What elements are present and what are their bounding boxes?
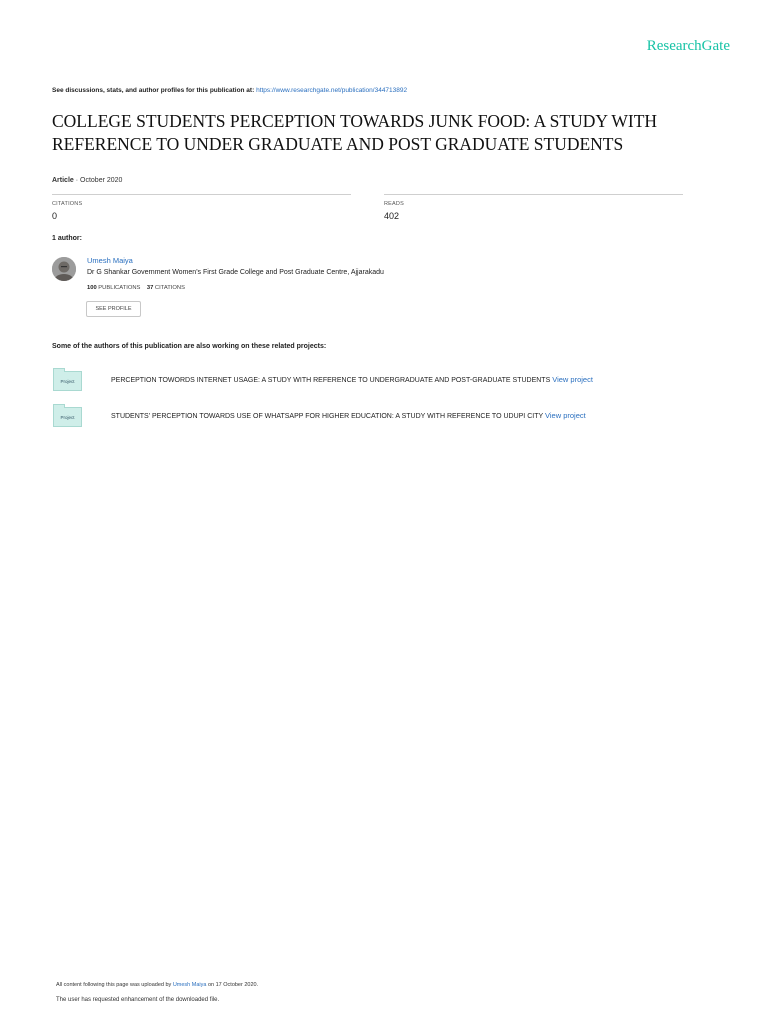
publication-date: · October 2020 xyxy=(75,177,123,184)
author-affiliation: Dr G Shankar Government Women's First Grade College and Post Graduate Centre, Ajjarakadu xyxy=(87,269,384,276)
view-project-link[interactable]: View project xyxy=(552,375,593,384)
project-folder-icon: Project xyxy=(53,407,82,427)
author-avatar[interactable] xyxy=(52,257,76,281)
author-name-link[interactable]: Umesh Maiya xyxy=(87,256,133,265)
author-publications-label: PUBLICATIONS xyxy=(98,285,141,291)
uploader-link[interactable]: Umesh Maiya xyxy=(172,982,207,988)
publication-meta xyxy=(52,177,122,184)
title-line-2: REFERENCE TO UNDER GRADUATE AND POST GRADUATE STUDENTS xyxy=(52,134,624,154)
publication-url-link[interactable]: https://www.researchgate.net/publication/344713892 xyxy=(256,87,408,94)
author-citations-count: 37 xyxy=(146,285,154,291)
authors-heading: 1 author: xyxy=(52,235,82,242)
related-project-title: PERCEPTION TOWORDS INTERNET USAGE: A STUDY WITH REFERENCE TO UNDERGRADUATE AND POST-GRADUATE STUDENTS xyxy=(111,377,551,384)
upload-prefix: All content following this page was uploaded by xyxy=(56,982,172,988)
author-publications-count: 100 xyxy=(87,285,97,291)
see-profile-button[interactable]: SEE PROFILE xyxy=(86,301,141,317)
related-projects-heading: Some of the authors of this publication are also working on these related projects: xyxy=(52,343,327,350)
related-project-item xyxy=(111,411,586,420)
upload-suffix: on 17 October 2020. xyxy=(207,982,259,988)
publication-title xyxy=(52,110,712,156)
author-photo-icon xyxy=(52,257,76,281)
researchgate-logo[interactable]: ResearchGate xyxy=(646,38,730,54)
related-project-item xyxy=(111,375,593,384)
publication-type: Article xyxy=(52,177,74,184)
reads-divider xyxy=(384,194,683,195)
citations-value: 0 xyxy=(52,211,58,221)
author-citations-label: CITATIONS xyxy=(154,285,185,291)
enhancement-note: The user has requested enhancement of the downloaded file. xyxy=(56,997,220,1003)
title-line-1: COLLEGE STUDENTS PERCEPTION TOWARDS JUNK FOOD: A STUDY WITH xyxy=(52,111,658,131)
view-project-link[interactable]: View project xyxy=(544,411,586,420)
related-project-title: STUDENTS' PERCEPTION TOWARDS USE OF WHATSAPP FOR HIGHER EDUCATION: A STUDY WITH REFERENCE TO UDUPI CITY xyxy=(111,413,544,420)
upload-note xyxy=(56,982,258,988)
reads-value: 402 xyxy=(384,211,400,221)
project-folder-icon: Project xyxy=(53,371,82,391)
see-discussions-text: See discussions, stats, and author profiles for this publication at: xyxy=(52,87,255,94)
citations-label: CITATIONS xyxy=(52,201,83,207)
see-discussions-line xyxy=(52,87,407,94)
author-counts xyxy=(87,285,185,291)
reads-label: READS xyxy=(384,201,404,207)
citations-divider xyxy=(52,194,351,195)
